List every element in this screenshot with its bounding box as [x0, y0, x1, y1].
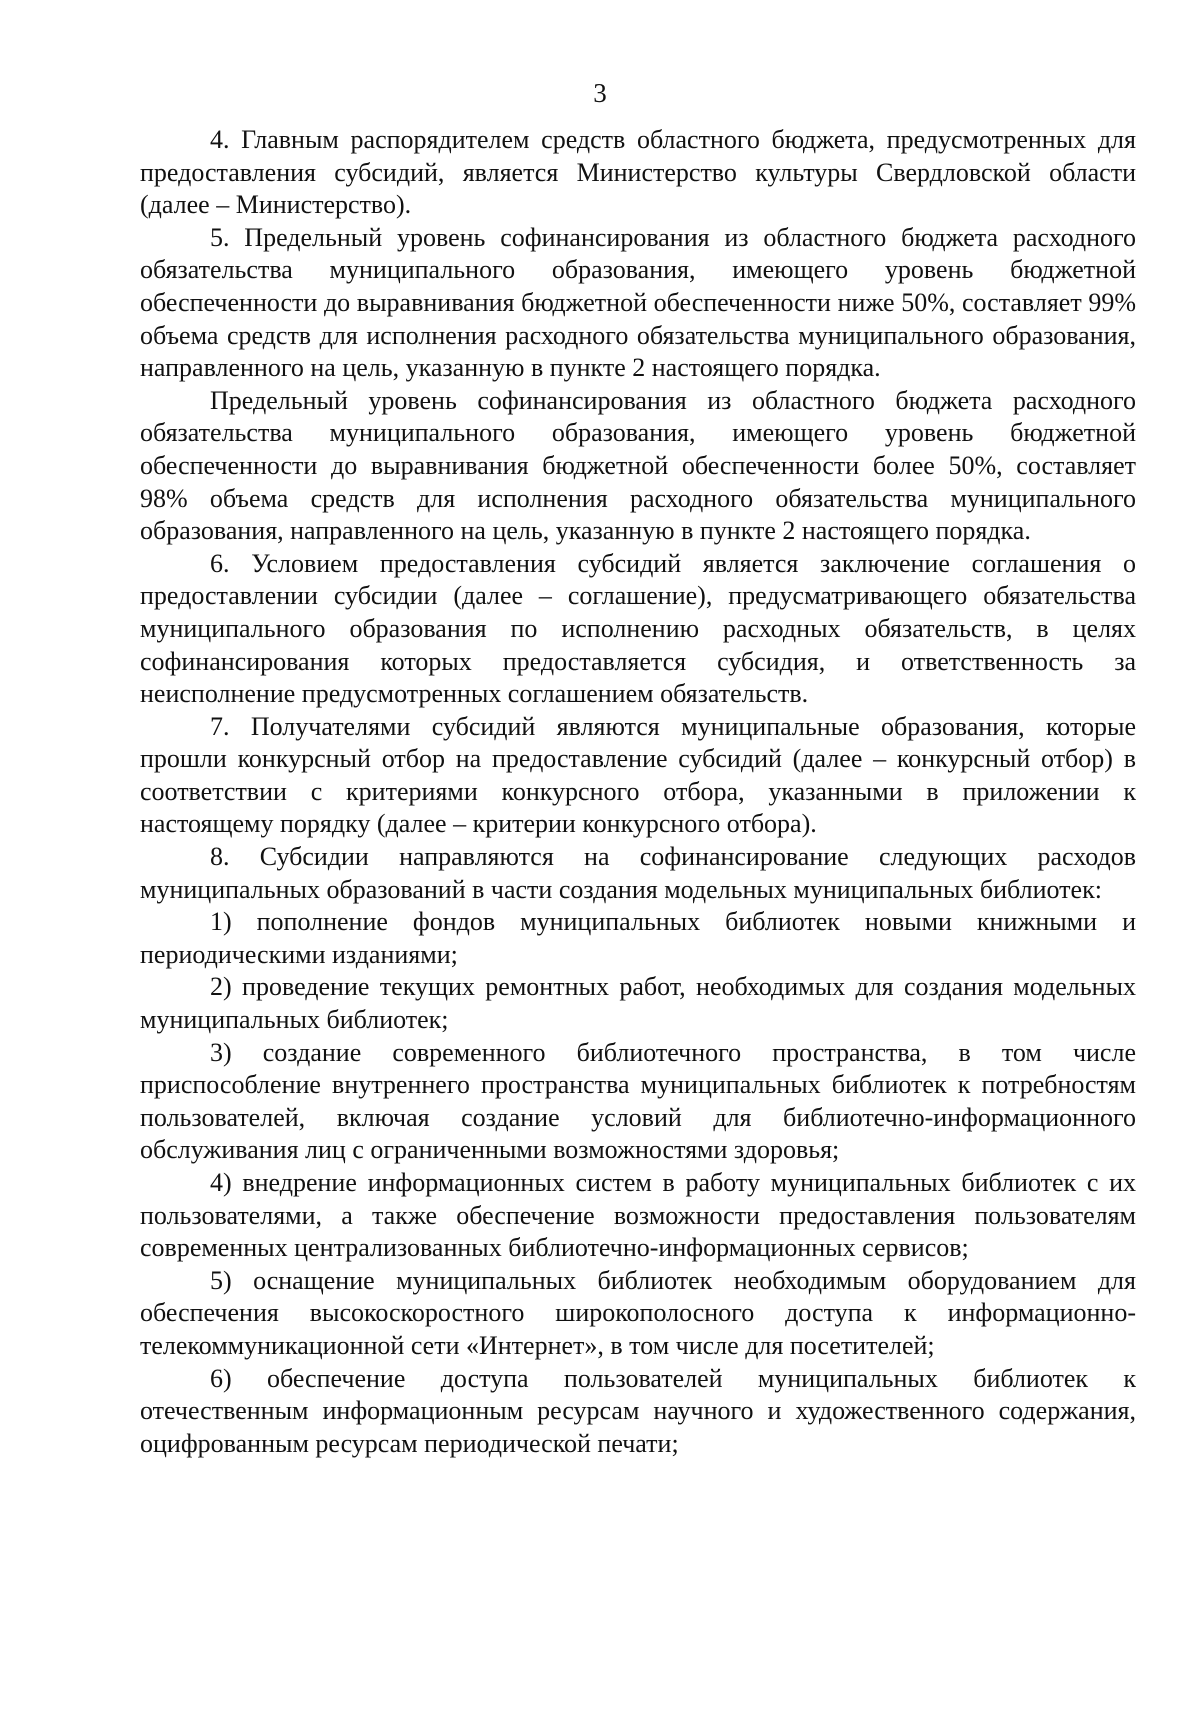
paragraph-7-subsidy-recipients: 7. Получателями субсидий являются муниципальные образования, которые прошли конкурсный отбор на предоставление субсидий (далее – конкурсный отбор) в соответствии с критериями конкурсного отбора, указанными в приложении к настоящему порядку (далее – критерии конкурсного отбора). — [140, 711, 1136, 839]
list-item-3-library-space: 3) создание современного библиотечного пространства, в том числе приспособление внутреннего пространства муниципальных библиотек к потребностям пользователей, включая создание условий для библиотечно-информационного обслуживания лиц с ограниченными возможностями здоровья; — [140, 1037, 1136, 1165]
paragraph-8-subsidy-purposes: 8. Субсидии направляются на софинансирование следующих расходов муниципальных образований в части создания модельных муниципальных библиотек: — [140, 842, 1136, 904]
paragraph-5-cofinancing-above-50: Предельный уровень софинансирования из областного бюджета расходного обязательства муниципального образования, имеющего уровень бюджетной обеспеченности до выравнивания бюджетной обеспеченности более 50%, составляет 98% объема средств для исполнения расходного обязательства муниципального образования, направленного на цель, указанную в пункте 2 настоящего порядка. — [140, 385, 1136, 546]
document-body — [140, 124, 1136, 1460]
paragraph-6-agreement-condition: 6. Условием предоставления субсидий является заключение соглашения о предоставлении субсидии (далее – соглашение), предусматривающего обязательства муниципального образования по исполнению расходных обязательств, в целях софинансирования которых предоставляется субсидия, и ответственность за неисполнение предусмотренных соглашением обязательств. — [140, 548, 1136, 709]
list-item-4-information-systems: 4) внедрение информационных систем в работу муниципальных библиотек с их пользователями, а также обеспечение возможности предоставления пользователям современных централизованных библиотечно-информационных сервисов; — [140, 1168, 1136, 1263]
page-number: 3 — [593, 78, 607, 108]
list-item-1-fund-replenishment: 1) пополнение фондов муниципальных библиотек новыми книжными и периодическими изданиями; — [140, 907, 1136, 969]
paragraph-4-main-administrator: 4. Главным распорядителем средств областного бюджета, предусмотренных для предоставления субсидий, является Министерство культуры Свердловской области (далее – Министерство). — [140, 125, 1136, 220]
list-item-2-repair-works: 2) проведение текущих ремонтных работ, необходимых для создания модельных муниципальных библиотек; — [140, 972, 1136, 1035]
list-item-6-resource-access: 6) обеспечение доступа пользователей муниципальных библиотек к отечественным информационным ресурсам научного и художественного содержания, оцифрованным ресурсам периодической печати; — [140, 1363, 1136, 1458]
list-item-5-equipment-internet: 5) оснащение муниципальных библиотек необходимым оборудованием для обеспечения высокоскоростного широкополосного доступа к информационно-телекоммуникационной сети «Интернет», в том числе для посетителей; — [140, 1265, 1136, 1360]
paragraph-5-cofinancing-below-50: 5. Предельный уровень софинансирования из областного бюджета расходного обязательства муниципального образования, имеющего уровень бюджетной обеспеченности до выравнивания бюджетной обеспеченности ниже 50%, составляет 99% объема средств для исполнения расходного обязательства муниципального образования, направленного на цель, указанную в пункте 2 настоящего порядка. — [140, 222, 1136, 383]
